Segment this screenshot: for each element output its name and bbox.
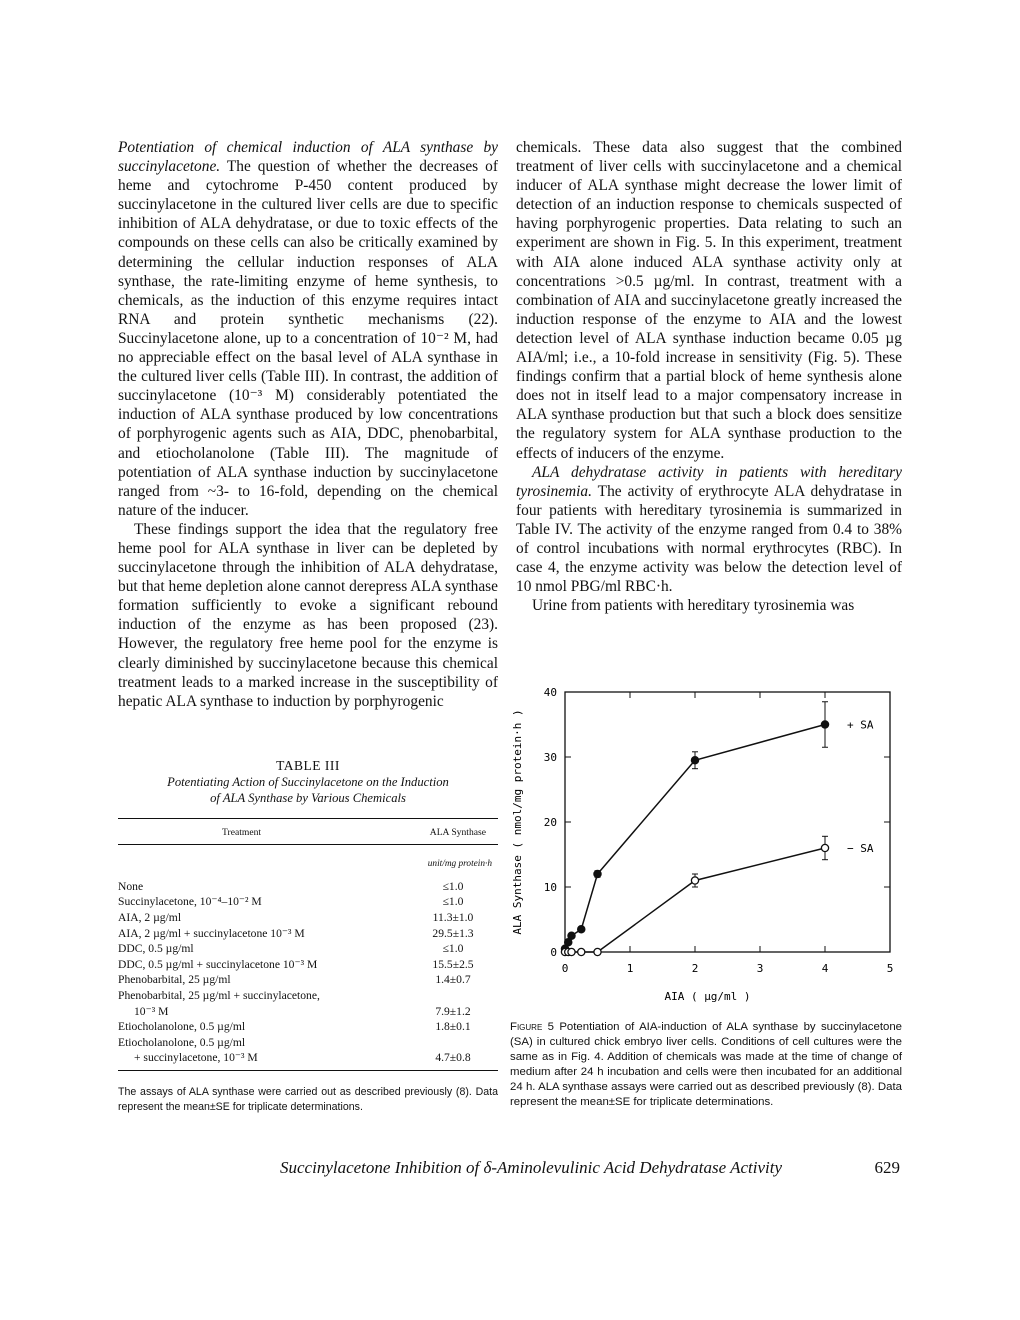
table-iii <box>118 758 498 1116</box>
y-axis-label: ALA Synthase ( nmol/mg protein·h ) <box>511 709 524 935</box>
page-number: 629 <box>874 1158 900 1177</box>
table-row <box>118 941 498 957</box>
cell-treatment: DDC, 0.5 µg/ml <box>118 942 194 956</box>
series-label: + SA <box>847 718 874 732</box>
table-row <box>118 926 498 942</box>
cell-synthase: ≤1.0 <box>442 879 464 893</box>
run-in-heading: ALA dehydratase activity in patients with hereditary tyrosinemia. <box>516 463 902 500</box>
cell-synthase: 7.9±1.2 <box>435 1004 471 1018</box>
cell-treatment: Etiocholanolone, 0.5 µg/ml <box>118 1020 246 1034</box>
figure-caption <box>510 1020 902 1110</box>
table-header <box>118 819 498 845</box>
x-tick-label: 3 <box>756 962 764 975</box>
table-row <box>118 1004 498 1020</box>
paragraph-text: The question of whether the decreases of heme and cytochrome P-450 content produced by succinylacetone in the cultured liver cells are due to specific inhibition of ALA dehydratase, or due to toxic effects of the compounds on these cells can also be critically examined by determining the cellular induction responses of ALA synthase, the rate-limiting enzyme of heme synthesis, to chemicals, as the induction of this enzyme requires intact RNA and protein synthetic mechanisms (22). Succinylacetone alone, up to a concentration of 10⁻² M, had no appreciable effect on the basal level of ALA synthase in the cultured liver cells (Table III). In contrast, the addition of succinylacetone (10⁻³ M) considerably potentiated the induction of ALA synthase produced by low concentrations of porphyrogenic agents such as AIA, DDC, phenobarbital, and etiocholanolone (Table III). The magnitude of potentiation of ALA synthase induction by succinylacetone ranged from ~3- to 16-fold, depending on the chemical nature of the inducer. <box>118 158 498 519</box>
paragraph-urine: Urine from patients with hereditary tyrosinemia was <box>532 597 855 615</box>
data-point <box>578 948 585 955</box>
cell-treatment: AIA, 2 µg/ml <box>118 910 182 924</box>
table-row <box>118 1019 498 1035</box>
x-tick-label: 0 <box>561 962 569 975</box>
cell-synthase: 1.8±0.1 <box>435 1020 471 1034</box>
cell-treatment: 10⁻³ M <box>134 1004 169 1018</box>
figure-caption-text: Potentiation of AIA-induction of ALA synthase by succinylacetone (SA) in cultured chick embryo liver cells. Conditions of cell cultures were the same as in Fig. 4. Addition of chemicals was made at the time of change of medium after 24 h incubation and cells were then incubated for an additional 24 h. ALA synthase assays were carried out as described previously (8). Data represent the mean±SE for triplicate determinations. <box>510 1021 902 1108</box>
series-line <box>565 848 825 952</box>
table-caption: TABLE III <box>276 758 340 773</box>
col-header-treatment: Treatment <box>222 826 262 838</box>
paragraph-chemicals: chemicals. These data also suggest that the combined treatment of liver cells with succinylacetone and a chemical inducer of ALA synthase might decrease the lower limit of detection of an induction response to chemicals suspected of having porphyrogenic properties. Data relating to such an experiment are shown in Fig. 5. In this experiment, treatment with AIA alone induced ALA synthase activity only at concentrations >0.5 µg/ml. In contrast, treatment with a combination of AIA and succinylacetone greatly increased the induction response of the enzyme to AIA and the lowest detection level of ALA synthase induction became 0.05 µg AIA/ml; i.e., a 10-fold increase in sensitivity (Fig. 5). These findings confirm that a partial block of heme synthesis alone does not in itself lead to a major compensatory increase in ALA synthase production but that such a block does sensitize the regulatory system for ALA synthase production to the effects of inducers of the enzyme. <box>516 139 902 462</box>
cell-synthase <box>408 988 498 1004</box>
cell-treatment: Etiocholanolone, 0.5 µg/ml <box>118 1035 246 1049</box>
x-tick-label: 2 <box>691 962 699 975</box>
cell-synthase: 29.5±1.3 <box>432 926 474 940</box>
table-body <box>118 879 498 1066</box>
data-point <box>594 870 601 877</box>
x-tick-label: 5 <box>886 962 894 975</box>
running-footer-title: Succinylacetone Inhibition of δ-Aminolevulinic Acid Dehydratase Activity <box>280 1158 783 1177</box>
y-tick-label: 20 <box>543 816 557 829</box>
cell-synthase: 1.4±0.7 <box>435 973 471 987</box>
left-column <box>118 138 498 711</box>
paragraph-findings: These findings support the idea that the regulatory free heme pool for ALA synthase in liver can be depleted by succinylacetone through the inhibition of ALA dehydratase, but that heme depletion alone cannot derepress ALA synthase formation sufficiently to evoke a significant rebound induction of the enzyme as has been proposed (23). However, the regulatory free heme pool for the enzyme is clearly diminished by succinylacetone because this chemical treatment leads to a marked increase in the susceptibility of hepatic ALA synthase to induction by porphyrogenic <box>118 520 498 710</box>
table-subtitle: Potentiating Action of Succinylacetone on the Induction <box>167 774 449 789</box>
right-column <box>516 138 902 615</box>
run-in-heading: Potentiation of chemical induction of ALA synthase by succinylacetone. <box>118 139 498 176</box>
cell-treatment: None <box>118 879 144 893</box>
cell-treatment: DDC, 0.5 µg/ml + succinylacetone 10⁻³ M <box>118 957 318 971</box>
cell-synthase: 11.3±1.0 <box>432 910 474 924</box>
y-tick-label: 40 <box>543 686 557 699</box>
table-footnote: The assays of ALA synthase were carried out as described previously (8). Data represent the mean±SE for triplicate determinations. <box>118 1085 498 1114</box>
cell-synthase: 4.7±0.8 <box>435 1051 471 1065</box>
cell-treatment: Phenobarbital, 25 µg/ml <box>118 973 231 987</box>
table-row <box>118 910 498 926</box>
x-tick-label: 1 <box>626 962 634 975</box>
col-header-synthase: ALA Synthase <box>429 826 486 838</box>
data-point <box>821 844 828 851</box>
paragraph-dehydratase <box>516 463 902 597</box>
paragraph-potentiation <box>118 138 498 520</box>
table-row <box>118 1050 498 1066</box>
y-tick-label: 10 <box>543 881 557 894</box>
table-units: unit/mg protein·h <box>427 859 492 870</box>
table-rule <box>118 1070 498 1071</box>
cell-treatment: Succinylacetone, 10⁻⁴–10⁻² M <box>118 895 262 909</box>
table-row <box>118 879 498 895</box>
data-point <box>568 948 575 955</box>
data-point <box>691 757 698 764</box>
x-axis-label: AIA ( µg/ml ) <box>664 990 751 1003</box>
cell-treatment: Phenobarbital, 25 µg/ml + succinylacetone, <box>118 988 320 1002</box>
cell-synthase: ≤1.0 <box>442 895 464 909</box>
cell-treatment: + succinylacetone, 10⁻³ M <box>134 1051 258 1065</box>
table-row <box>118 988 498 1004</box>
figure-label: Figure 5 <box>510 1021 554 1033</box>
plot-frame <box>565 692 890 952</box>
data-point <box>568 932 575 939</box>
data-point <box>594 948 601 955</box>
table-row <box>118 972 498 988</box>
table-row <box>118 1035 498 1051</box>
data-point <box>578 926 585 933</box>
data-point <box>821 721 828 728</box>
table-row <box>118 957 498 973</box>
cell-synthase: ≤1.0 <box>442 942 464 956</box>
figure-5-chart <box>505 680 905 1010</box>
cell-synthase: 15.5±2.5 <box>432 957 474 971</box>
y-tick-label: 30 <box>543 751 557 764</box>
cell-synthase <box>408 1035 498 1051</box>
data-point <box>691 877 698 884</box>
cell-treatment: AIA, 2 µg/ml + succinylacetone 10⁻³ M <box>118 926 305 940</box>
x-tick-label: 4 <box>821 962 829 975</box>
paragraph-text: The activity of erythrocyte ALA dehydratase in four patients with hereditary tyrosinemia is summarized in Table IV. The activity of the enzyme ranged from 0.4 to 38% of control incubations with normal erythrocytes (RBC). In case 4, the enzyme activity was below the detection level of 10 nmol PBG/ml RBC·h. <box>516 482 902 596</box>
series-label: − SA <box>847 842 874 855</box>
y-tick-label: 0 <box>550 946 557 959</box>
table-subtitle: of ALA Synthase by Various Chemicals <box>210 790 406 805</box>
table-row <box>118 894 498 910</box>
